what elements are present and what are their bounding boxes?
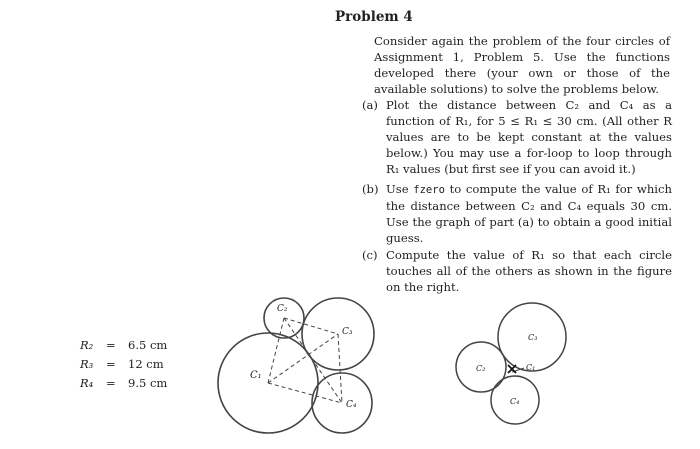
eq-r2: R₂ = 6.5 cm: [80, 338, 168, 352]
circle-c4: [312, 373, 372, 433]
fzero-code: fzero: [413, 184, 445, 196]
label-right-c2: C₂: [476, 364, 486, 373]
part-a-text: Plot the distance between C₂ and C₄ as a function of R₁, for 5 ≤ R₁ ≤ 30 cm. (All other R values are to be kept constant at the values below.) You may use a for-loop to loop through R₁ values (but first see if you can avoid it.): [386, 98, 672, 176]
part-c-text: Compute the value of R₁ so that each circle touches all of the others as shown in the figure on the right.: [386, 248, 672, 294]
label-right-c3: C₃: [528, 333, 538, 342]
label-right-c4: C₄: [510, 397, 520, 406]
center-connections: [268, 318, 342, 403]
figure-left: [218, 298, 374, 433]
label-left-c4: C₄: [346, 400, 357, 410]
part-b-text: Use fzero to compute the value of R₁ for which the distance between C₂ and C₄ equals 30 cm. Use the graph of part (a) to obtain a good initial guess.: [386, 182, 672, 245]
eq-r3: R₃ = 12 cm: [80, 357, 164, 371]
part-a-label: (a): [362, 98, 378, 112]
label-right-c1: C₁: [526, 363, 536, 372]
part-b-label: (b): [362, 182, 379, 196]
label-left-c3: C₃: [342, 327, 353, 337]
label-left-c1: C₁: [250, 370, 262, 381]
eq-r4: R₄ = 9.5 cm: [80, 376, 168, 390]
problem-title: Problem 4: [335, 9, 413, 25]
part-c-label: (c): [362, 248, 378, 262]
problem-intro: Consider again the problem of the four circles of Assignment 1, Problem 5. Use the functions developed there (your own or those of the available solutions) to solve the problems below.: [374, 34, 670, 96]
label-left-c2: C₂: [277, 304, 288, 314]
